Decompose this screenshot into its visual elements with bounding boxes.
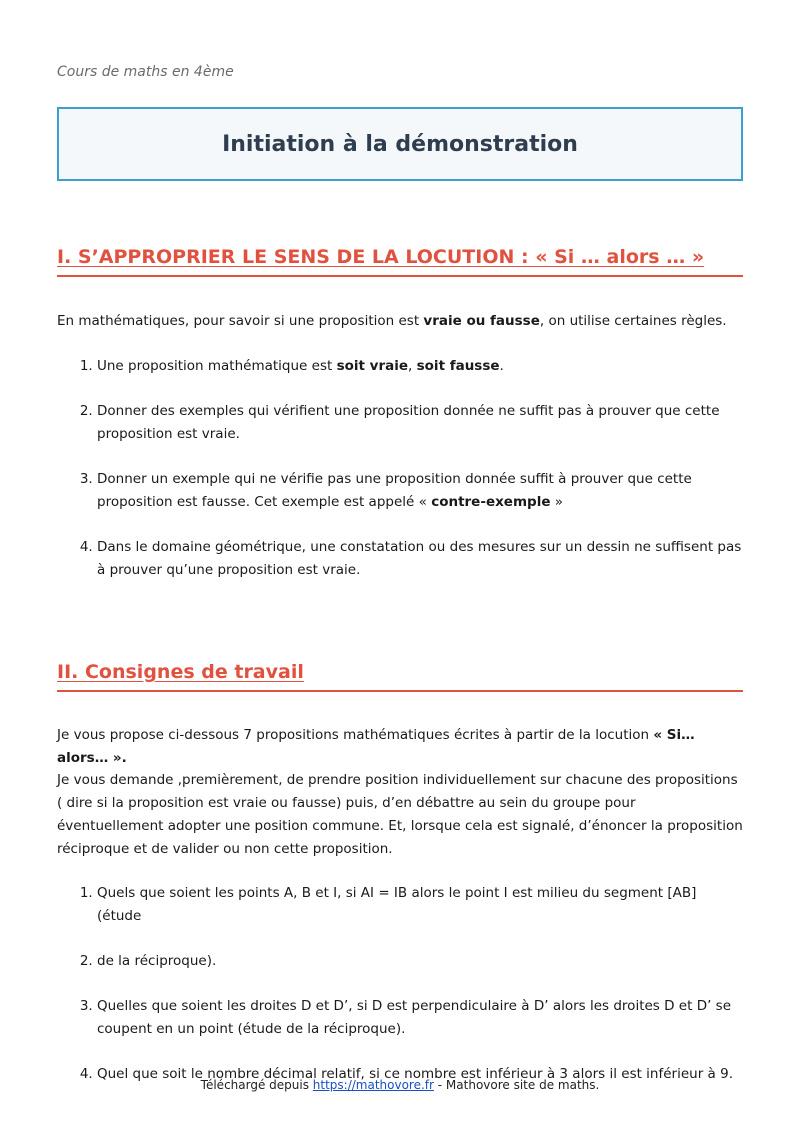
section-2-intro: Je vous propose ci-dessous 7 propositions mathématiques écrites à partir de la locution « Si…alors… ».	[57, 727, 695, 766]
footer	[0, 1078, 800, 1092]
section-2-propositions-list	[57, 882, 743, 1086]
course-label: Cours de maths en 4ème	[57, 64, 234, 80]
list-item: 2. Donner des exemples qui vérifient une proposition donnée ne suffit pas à prouver que cette proposition est vraie.	[97, 400, 743, 446]
footer-prefix: Téléchargé depuis	[200, 1078, 313, 1092]
section-1-heading: I. S’APPROPRIER LE SENS DE LA LOCUTION : « Si … alors … »	[57, 246, 743, 277]
page-title: Initiation à la démonstration	[222, 131, 578, 157]
footer-suffix: - Mathovore site de maths.	[433, 1078, 600, 1092]
section-2-instructions: Je vous demande ,premièrement, de prendre position individuellement sur chacune des propositions ( dire si la proposition est vraie ou fausse) puis, d’en débattre au sein du groupe pour éventuellement adopter une position commune. Et, lorsque cela est signalé, d’énoncer la proposition réciproque et de valider ou non cette proposition.	[57, 772, 743, 857]
list-item: 1. Quels que soient les points A, B et I, si AI = IB alors le point I est milieu du segment [AB] (étude	[97, 882, 743, 928]
list-item: 4. Dans le domaine géométrique, une constatation ou des mesures sur un dessin ne suffisent pas à prouver qu’une proposition est vraie.	[97, 536, 743, 582]
list-item: 3. Donner un exemple qui ne vérifie pas une proposition donnée suffit à prouver que cette proposition est fausse. Cet exemple est appelé « contre-exemple »	[97, 468, 743, 514]
list-item: 3. Quelles que soient les droites D et D’, si D est perpendiculaire à D’ alors les droites D et D’ se coupent en un point (étude de la réciproque).	[97, 995, 743, 1041]
footer-link[interactable]: https://mathovore.fr	[312, 1078, 434, 1092]
section-1-intro: En mathématiques, pour savoir si une proposition est vraie ou fausse, on utilise certaines règles.	[57, 313, 727, 329]
list-item: 2. de la réciproque).	[97, 950, 743, 973]
list-item: 1. Une proposition mathématique est soit vraie, soit fausse.	[97, 355, 743, 378]
section-2-heading: II. Consignes de travail	[57, 661, 743, 692]
section-1-rules-list	[57, 355, 743, 582]
title-box	[57, 107, 743, 181]
list-item: 4. Quel que soit le nombre décimal relatif, si ce nombre est inférieur à 3 alors il est inférieur à 9.	[97, 1063, 743, 1086]
